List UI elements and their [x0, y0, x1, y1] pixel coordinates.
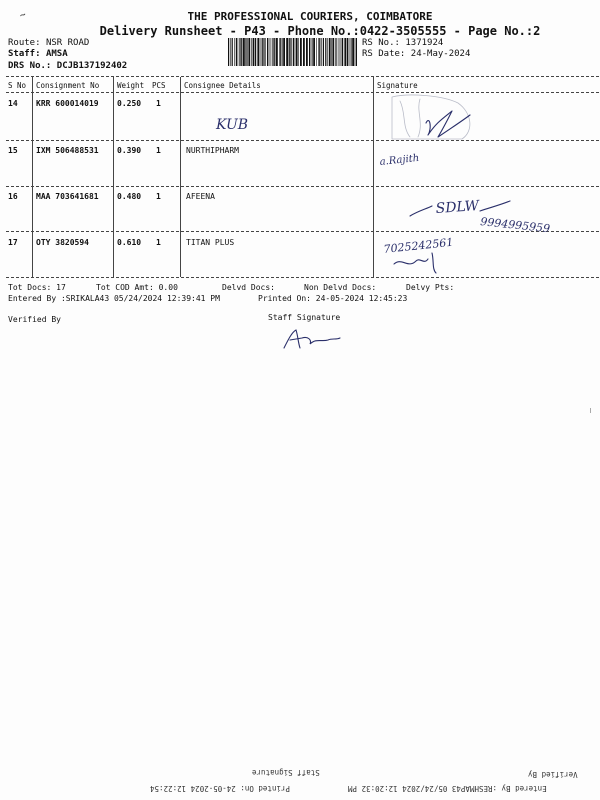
- handwriting-text: a.Rajith: [379, 152, 420, 168]
- barcode-bar: [350, 38, 351, 66]
- barcode-bar: [311, 38, 312, 66]
- barcode-bar: [272, 38, 273, 66]
- row-consignment: KRR 600014019: [36, 99, 99, 108]
- barcode-bar: [340, 38, 341, 66]
- row-sno: 16: [8, 192, 18, 201]
- barcode-bar: [335, 38, 336, 66]
- bleed-verified-by: Verified By: [528, 770, 578, 779]
- barcode-bar: [338, 38, 339, 66]
- drs-value: DCJB137192402: [56, 61, 128, 71]
- stamp-outline: [392, 95, 470, 139]
- tot-docs: Tot Docs: 17: [8, 283, 66, 292]
- barcode-bar: [245, 38, 246, 66]
- staff-label: Staff:: [8, 49, 41, 59]
- handwriting-text: KUB: [216, 117, 249, 133]
- row-consignee: TITAN PLUS: [186, 238, 235, 247]
- row-weight: 0.480: [117, 192, 142, 201]
- barcode-bar: [238, 38, 239, 66]
- barcode-bar: [313, 38, 315, 66]
- barcode-bar: [236, 38, 237, 66]
- barcode-bar: [260, 38, 261, 66]
- barcode-bar: [342, 38, 343, 66]
- barcode-bar: [312, 38, 313, 66]
- drs-label: DRS No.:: [8, 61, 52, 71]
- barcode-bar: [351, 38, 352, 66]
- route-value: NSR ROAD: [45, 38, 90, 48]
- barcode-bar: [267, 38, 268, 66]
- row-sno: 17: [8, 238, 18, 247]
- barcode-bar: [349, 38, 350, 66]
- runsheet-title: Delivery Runsheet - P43 - Phone No.:0422-3505555 - Page No.:2: [99, 24, 541, 38]
- rs-no-line: [362, 38, 443, 48]
- barcode-bar: [303, 38, 305, 66]
- row-consignee: AFEENA: [186, 192, 215, 201]
- rs-no-value: 1371924: [405, 38, 444, 48]
- row-pcs: 1: [156, 238, 161, 247]
- barcode-bar: [286, 38, 288, 66]
- barcode-bar: [327, 38, 328, 66]
- col-divider: [32, 77, 33, 277]
- barcode-bar: [228, 38, 229, 66]
- row-pcs: 1: [156, 146, 161, 155]
- row-consignee: NURTHIPHARM: [186, 146, 239, 155]
- signature-stroke: [432, 253, 436, 273]
- row-consignment: OTY 3820594: [36, 238, 89, 247]
- signature-stroke: [394, 259, 428, 264]
- barcode-bar: [298, 38, 299, 66]
- barcode-image: [228, 38, 358, 66]
- barcode-bar: [263, 38, 264, 66]
- barcode-bar: [283, 38, 285, 66]
- barcode-bar: [352, 38, 354, 66]
- barcode-bar: [296, 38, 298, 66]
- col-header-signature: Signature: [377, 81, 418, 90]
- barcode-bar: [295, 38, 296, 66]
- handwriting-layer: [180, 93, 600, 278]
- barcode-bar: [318, 38, 319, 66]
- signature-stroke: [410, 206, 432, 216]
- handwriting-text: 7025242561: [382, 235, 454, 256]
- rs-date-line: [362, 49, 470, 59]
- barcode-bar: [341, 38, 342, 66]
- col-header-sno: S No: [8, 81, 27, 90]
- barcode-bar: [279, 38, 280, 66]
- handwriting-text: 9994995959: [479, 215, 551, 236]
- barcode-bar: [248, 38, 250, 66]
- staff-value: AMSA: [45, 49, 68, 59]
- row-pcs: 1: [156, 99, 161, 108]
- row-consignment: IXM 506488531: [36, 146, 99, 155]
- col-header-pcs: PCS: [152, 81, 166, 90]
- staff-signature-label: Staff Signature: [268, 313, 341, 322]
- barcode-bar: [321, 38, 322, 66]
- barcode-bar: [234, 38, 235, 66]
- rs-date-value: 24-May-2024: [410, 49, 471, 59]
- barcode-bar: [265, 38, 266, 66]
- entered-by: Entered By :SRIKALA43 05/24/2024 12:39:41 PM: [8, 294, 220, 303]
- barcode-bar: [325, 38, 326, 66]
- rs-date-label: RS Date:: [362, 49, 406, 59]
- row-weight: 0.250: [117, 99, 142, 108]
- barcode-bar: [269, 38, 270, 66]
- row-weight: 0.610: [117, 238, 142, 247]
- table-top-rule: [6, 76, 599, 77]
- row-sno: 15: [8, 146, 18, 155]
- route-line: [8, 38, 89, 48]
- barcode-bar: [306, 38, 308, 66]
- tot-cod-amt: Tot COD Amt: 0.00: [96, 283, 178, 292]
- barcode-bar: [332, 38, 334, 66]
- verified-by-label: Verified By: [8, 315, 61, 324]
- barcode-bar: [323, 38, 324, 66]
- barcode-bar: [276, 38, 278, 66]
- staff-line: [8, 49, 68, 59]
- rs-no-label: RS No.:: [362, 38, 400, 48]
- barcode-bar: [293, 38, 294, 66]
- barcode-bar: [331, 38, 332, 66]
- delvd-docs: Delvd Docs:: [222, 283, 275, 292]
- row-sno: 14: [8, 99, 18, 108]
- bleed-entered-by: Entered By :RESHMAP43 05/24/2024 12:20:32 PM: [348, 784, 547, 793]
- barcode-bar: [280, 38, 281, 66]
- handwriting-text: SDLW: [435, 198, 480, 217]
- barcode-bar: [247, 38, 248, 66]
- barcode-bar: [262, 38, 263, 66]
- bleed-staff-signature: Staff Signature: [252, 768, 320, 777]
- barcode-bar: [316, 38, 317, 66]
- row-weight: 0.390: [117, 146, 142, 155]
- col-header-weight: Weight: [117, 81, 145, 90]
- barcode-bar: [253, 38, 255, 66]
- barcode-bar: [290, 38, 291, 66]
- signature-stroke: [480, 201, 510, 211]
- barcode-bar: [356, 38, 357, 66]
- barcode-bar: [329, 38, 331, 66]
- drs-line: [8, 61, 127, 71]
- route-label: Route:: [8, 38, 41, 48]
- non-delvd-docs: Non Delvd Docs:: [304, 283, 377, 292]
- barcode-bar: [347, 38, 348, 66]
- row-pcs: 1: [156, 192, 161, 201]
- barcode-bar: [255, 38, 256, 66]
- barcode-bar: [289, 38, 290, 66]
- barcode-bar: [319, 38, 320, 66]
- barcode-bar: [300, 38, 302, 66]
- barcode-bar: [251, 38, 252, 66]
- barcode-bar: [355, 38, 356, 66]
- barcode-bar: [274, 38, 275, 66]
- bleed-printed-on: Printed On: 24-05-2024 12:22:54: [150, 784, 290, 793]
- staff-signature-mark: [280, 326, 350, 352]
- barcode-bar: [344, 38, 346, 66]
- barcode-bar: [282, 38, 283, 66]
- col-header-consignment: Consignment No: [36, 81, 100, 90]
- col-divider: [113, 77, 114, 277]
- barcode-bar: [230, 38, 231, 66]
- barcode-bar: [241, 38, 242, 66]
- col-header-consignee: Consignee Details: [184, 81, 261, 90]
- barcode-bar: [243, 38, 245, 66]
- barcode-bar: [257, 38, 259, 66]
- barcode-bar: [239, 38, 240, 66]
- company-title: THE PROFESSIONAL COURIERS, COIMBATORE: [187, 10, 433, 23]
- printed-on: Printed On: 24-05-2024 12:45:23: [258, 294, 408, 303]
- delvy-pts: Delvy Pts:: [406, 283, 455, 292]
- barcode-bar: [232, 38, 233, 66]
- barcode-bar: [271, 38, 272, 66]
- signature-stroke: [426, 111, 470, 137]
- paper-speck: [590, 408, 594, 413]
- barcode-bar: [309, 38, 310, 66]
- row-consignment: MAA 703641681: [36, 192, 99, 201]
- corner-mark: ~: [18, 9, 28, 22]
